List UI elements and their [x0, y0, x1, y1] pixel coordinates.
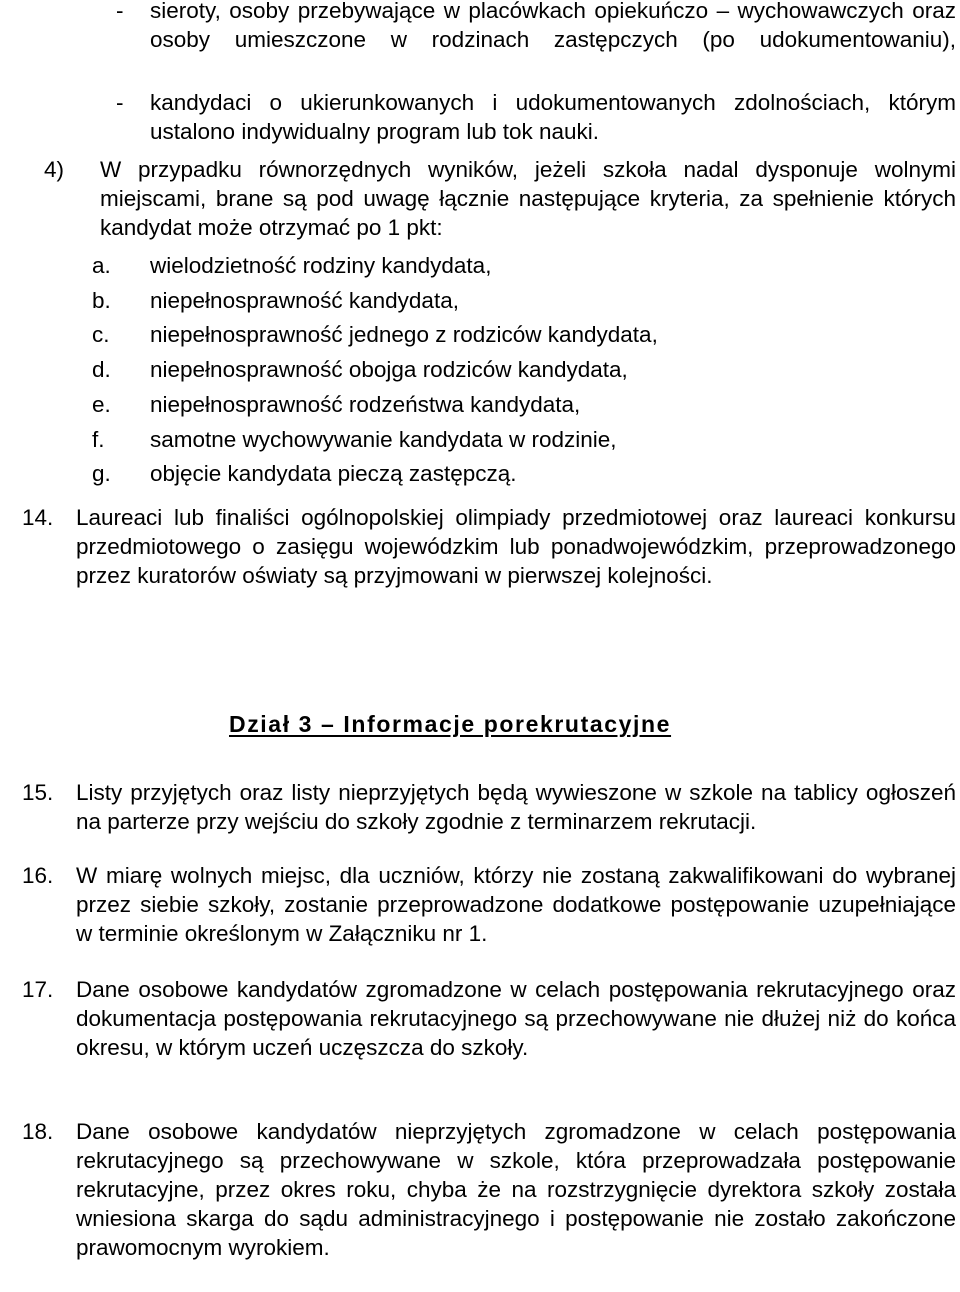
bullet-text: sieroty, osoby przebywające w placówkach opiekuńczo – wychowawczych oraz osoby umieszczone w rodzinach zastępczych (po udokumentowaniu),	[150, 0, 956, 52]
criteria-text: wielodzietność rodziny kandydata,	[150, 253, 492, 278]
paragraph-text: W miarę wolnych miejsc, dla uczniów, którzy nie zostaną zakwalifikowani do wybranej przez siebie szkoły, zostanie przeprowadzone dodatkowe postępowanie uzupełniające w terminie określonym w Załączniku nr 1.	[76, 863, 956, 946]
criteria-text: niepełnosprawność obojga rodziców kandydata,	[150, 357, 628, 382]
criteria-letter: g.	[92, 461, 111, 486]
paragraph-text: Laureaci lub finaliści ogólnopolskiej olimpiady przedmiotowej oraz laureaci konkursu przedmiotowego o zasięgu wojewódzkim lub ponadwojewódzkim, przeprowadzonego przez kuratorów oświaty są przyjmowani w pierwszej kolejności.	[76, 505, 956, 588]
bullet-dash: -	[116, 0, 124, 23]
criteria-letter: e.	[92, 392, 111, 417]
paragraph-17	[22, 975, 956, 1062]
criteria-text: objęcie kandydata pieczą zastępczą.	[150, 461, 517, 486]
paragraph-18	[22, 1117, 956, 1262]
paragraph-text: Dane osobowe kandydatów nieprzyjętych zgromadzone w celach postępowania rekrutacyjnego są przechowywane w szkole, która przeprowadzała postępowanie rekrutacyjne, przez okres roku, chyba że na rozstrzygnięcie dyrektora szkoły została wniesiona skarga do sądu administracyjnego i postępowanie nie zostało zakończone prawomocnym wyrokiem.	[76, 1119, 956, 1260]
criteria-text: niepełnosprawność jednego z rodziców kandydata,	[150, 322, 658, 347]
criteria-text: niepełnosprawność rodzeństwa kandydata,	[150, 392, 581, 417]
criteria-item	[92, 425, 617, 454]
criteria-item	[92, 390, 580, 419]
criteria-item	[92, 251, 491, 280]
criteria-letter: f.	[92, 427, 105, 452]
bullet-dash: -	[116, 90, 124, 115]
section-heading: Dział 3 – Informacje porekrutacyjne	[229, 711, 672, 737]
item-number: 4)	[44, 157, 65, 182]
bullet-text: kandydaci o ukierunkowanych i udokumentowanych zdolnościach, którym ustalono indywidualny program lub tok nauki.	[150, 90, 956, 144]
paragraph-number: 14.	[22, 505, 54, 530]
paragraph-number: 16.	[22, 863, 54, 888]
paragraph-number: 18.	[22, 1119, 54, 1144]
paragraph-16	[22, 861, 956, 948]
criteria-letter: b.	[92, 288, 111, 313]
paragraph-14	[22, 503, 956, 590]
criteria-item	[92, 320, 658, 349]
bullet-item	[116, 0, 956, 54]
criteria-text: samotne wychowywanie kandydata w rodzinie,	[150, 427, 617, 452]
criteria-letter: c.	[92, 322, 110, 347]
paragraph-number: 15.	[22, 780, 54, 805]
criteria-item	[92, 355, 628, 384]
paragraph-text: Listy przyjętych oraz listy nieprzyjętych będą wywieszone w szkole na tablicy ogłoszeń na parterze przy wejściu do szkoły zgodnie z terminarzem rekrutacji.	[76, 780, 956, 834]
paragraph-15	[22, 778, 956, 836]
criteria-text: niepełnosprawność kandydata,	[150, 288, 459, 313]
paragraph-number: 17.	[22, 977, 54, 1002]
criteria-item	[92, 286, 459, 315]
paragraph-text: Dane osobowe kandydatów zgromadzone w celach postępowania rekrutacyjnego oraz dokumentacja postępowania rekrutacyjnego są przechowywane nie dłużej niż do końca okresu, w którym uczeń uczęszcza do szkoły.	[76, 977, 956, 1060]
criteria-letter: d.	[92, 357, 111, 382]
item-text: W przypadku równorzędnych wyników, jeżeli szkoła nadal dysponuje wolnymi miejscami, brane są pod uwagę łącznie następujące kryteria, za spełnienie których kandydat może otrzymać po 1 pkt:	[100, 157, 956, 240]
bullet-item	[116, 88, 956, 146]
criteria-letter: a.	[92, 253, 111, 278]
criteria-item	[92, 459, 516, 488]
criteria-intro	[44, 155, 956, 242]
